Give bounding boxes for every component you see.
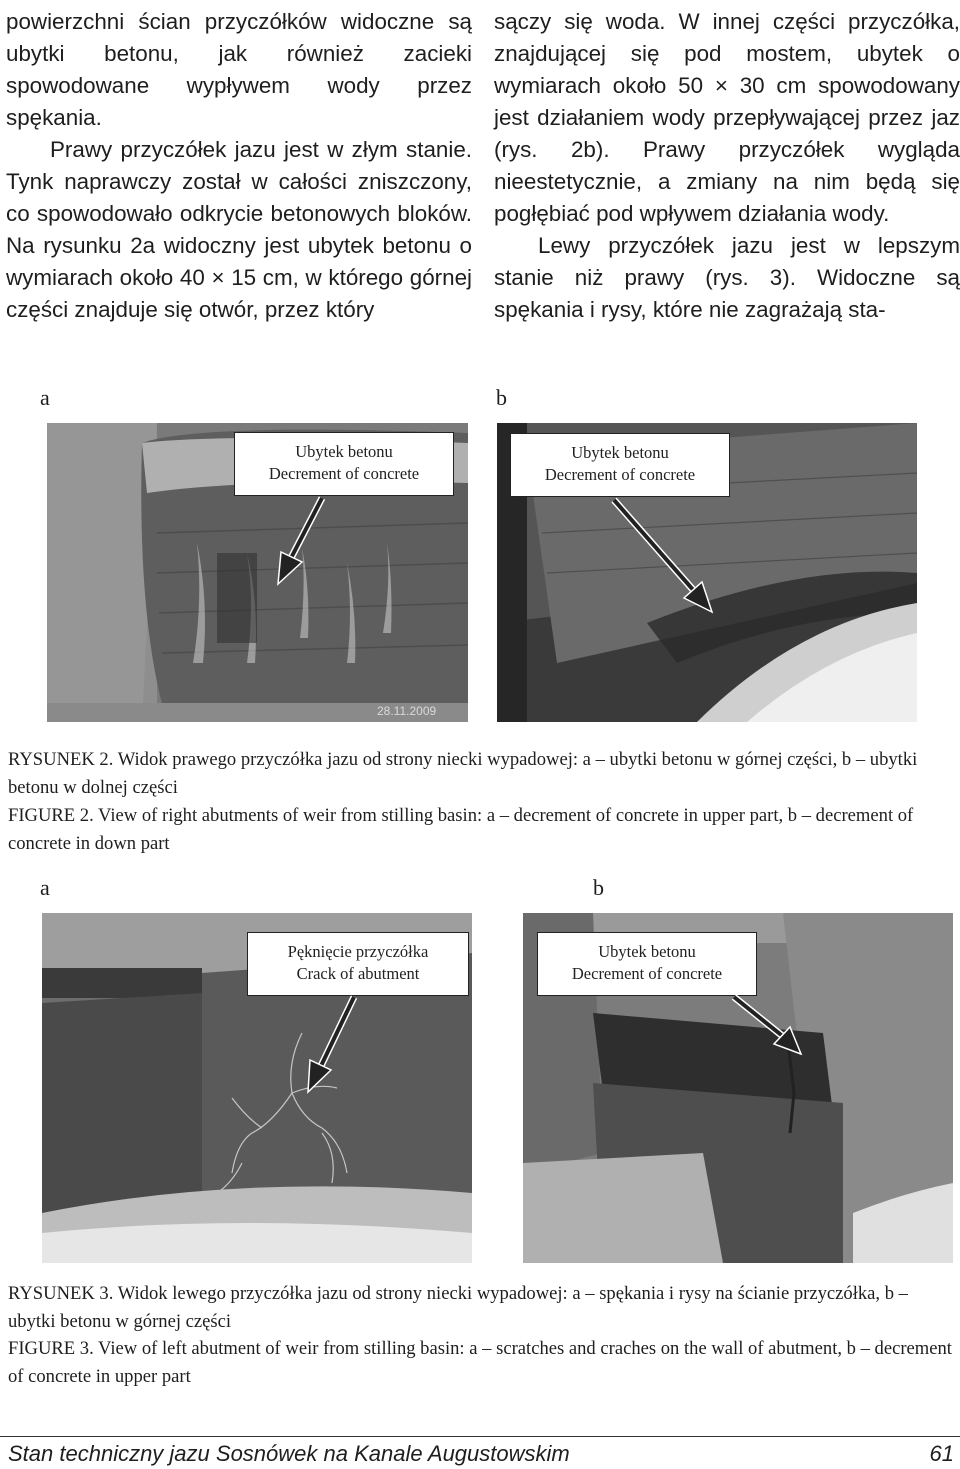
figure2-caption-pl: RYSUNEK 2. Widok prawego przyczółka jazu od strony niecki wypadowej: a – ubytki betonu w górnej części, b – ubytki betonu w dolnej części [8, 749, 918, 798]
footer-running-title: Stan techniczny jazu Sosnówek na Kanale Augustowskim [8, 1441, 570, 1466]
callout-label-en: Decrement of concrete [268, 464, 420, 483]
footer-rule [0, 1436, 960, 1437]
figure3-panel-a-letter: a [40, 875, 50, 900]
footer-page-number: 61 [929, 1441, 954, 1466]
photo-date-stamp: 28.11.2009 [377, 704, 437, 718]
callout-label-pl: Ubytek betonu [295, 442, 393, 461]
callout-label-en: Decrement of concrete [544, 465, 696, 484]
figure2-caption-en: FIGURE 2. View of right abutments of weir from stilling basin: a – decrement of concrete in upper part, b – decrement of concrete in down part [8, 805, 914, 854]
arrow-icon [308, 997, 354, 1092]
callout-label-pl: Ubytek betonu [571, 443, 669, 462]
callout-label-pl: Pęknięcie przyczółka [287, 942, 429, 961]
callout-label-pl: Ubytek betonu [598, 942, 696, 961]
figure3-panel-b-letter: b [593, 875, 604, 900]
body-paragraph: sączy się woda. W innej części przyczółka, znajdującej się pod mostem, ubytek o wymiarach około 50 × 30 cm spowodowany jest działaniem wody przepływającej przez jaz (rys. 2b). Prawy przyczółek wygląda nieestetycznie, a zmiany na nim będą się pogłębiać pod wpływem działania wody. [494, 9, 960, 226]
body-paragraph: Lewy przyczółek jazu jest w lepszym stanie niż prawy (rys. 3). Widoczne są spękania i rysy, które nie zagrażają sta- [494, 233, 960, 322]
callout-label-en: Decrement of concrete [571, 964, 723, 983]
body-paragraph: Prawy przyczółek jazu jest w złym stanie. Tynk naprawczy został w całości zniszczony, co spowodowało odkrycie betonowych bloków. Na rysunku 2a widoczny jest ubytek betonu o wymiarach około 40 × 15 cm, w którego górnej części znajduje się otwór, przez który [6, 137, 472, 322]
body-paragraph: powierzchni ścian przyczółków widoczne są ubytki betonu, jak również zacieki spowodowane wypływem wody przez spękania. [6, 9, 472, 130]
figure2-panel-a-letter: a [40, 385, 50, 410]
figure3-caption-pl: RYSUNEK 3. Widok lewego przyczółka jazu od strony niecki wypadowej: a – spękania i rysy na ścianie przyczółka, b – ubytki betonu w górnej części [8, 1283, 908, 1332]
figure3-caption-en: FIGURE 3. View of left abutment of weir from stilling basin: a – scratches and craches on the wall of abutment, b – decrement of concrete in upper part [8, 1338, 952, 1387]
arrow-icon [734, 997, 801, 1054]
figure2-panel-b-letter: b [496, 385, 507, 410]
callout-label-en: Crack of abutment [296, 964, 420, 983]
